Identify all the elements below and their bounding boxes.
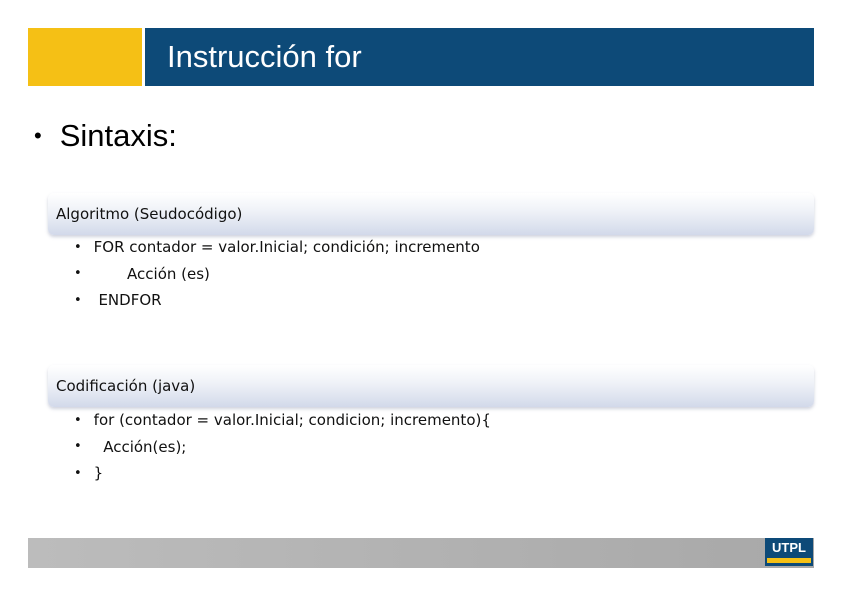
algoritmo-header: Algoritmo (Seudocódigo) [48, 193, 814, 235]
bullet-icon: • [74, 239, 82, 255]
bullet-icon: • [74, 292, 82, 308]
title-accent-block [28, 28, 145, 86]
list-item [74, 434, 491, 461]
list-item [74, 261, 480, 288]
logo-strip [767, 558, 811, 563]
title-bar [28, 28, 814, 86]
list-item [74, 460, 491, 487]
main-bullet [34, 118, 177, 154]
list-item [74, 287, 480, 314]
bullet-icon: • [34, 123, 42, 148]
algoritmo-line-1: FOR contador = valor.Inicial; condición; incremento [93, 238, 480, 257]
logo-text: UTPL [772, 540, 806, 555]
list-item [74, 407, 491, 434]
algoritmo-body [74, 234, 480, 314]
bullet-icon: • [74, 439, 82, 455]
codificacion-body [74, 407, 491, 487]
bullet-icon: • [74, 465, 82, 481]
algoritmo-line-2: Acción (es) [93, 264, 210, 283]
list-item [74, 234, 480, 261]
utpl-logo [765, 538, 813, 566]
footer-bar [28, 538, 814, 568]
bullet-icon: • [74, 266, 82, 282]
bullet-icon: • [74, 412, 82, 428]
main-bullet-text: Sintaxis: [59, 118, 177, 153]
codificacion-header: Codificación (java) [48, 365, 814, 407]
slide-title: Instrucción for [167, 39, 362, 74]
algoritmo-line-3: ENDFOR [93, 291, 162, 310]
codificacion-line-2: Acción(es); [93, 437, 187, 456]
codificacion-line-1: for (contador = valor.Inicial; condicion; incremento){ [93, 411, 491, 430]
codificacion-line-3: } [93, 464, 104, 483]
